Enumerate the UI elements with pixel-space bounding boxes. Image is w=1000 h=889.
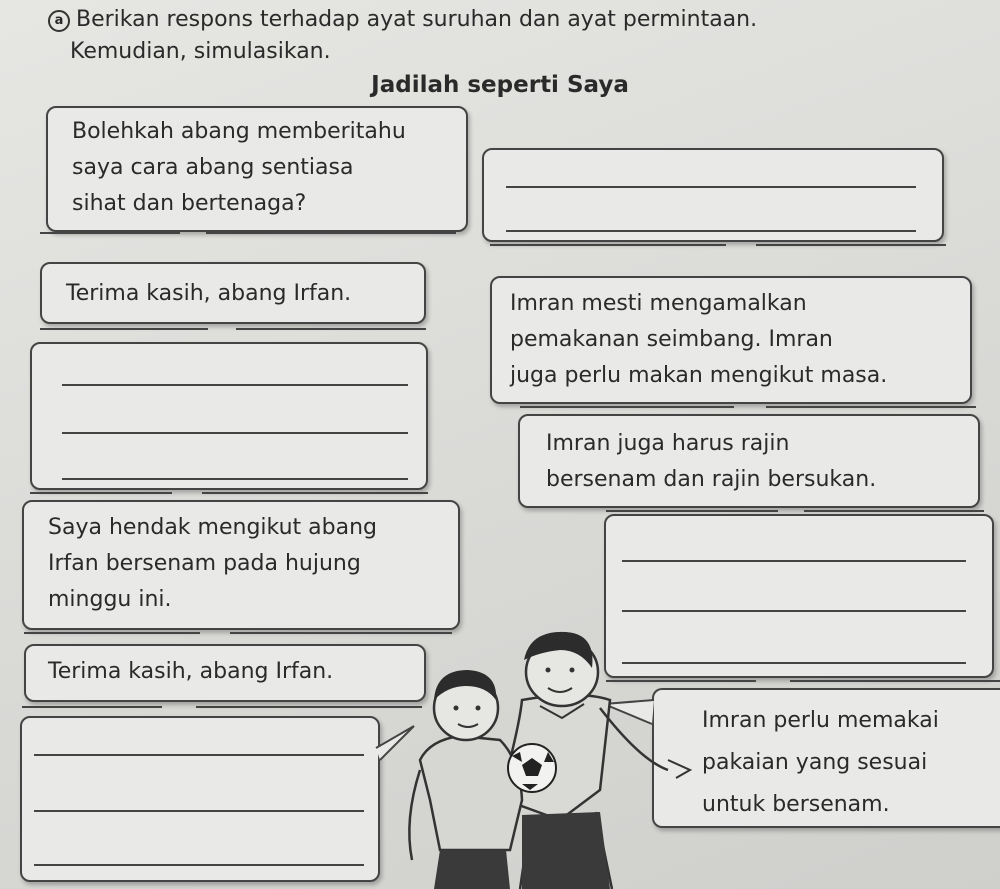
speech-bubble-4 [490,276,972,404]
bubble-text: Imran juga harus rajin bersenam dan rajin bersukan. [546,431,877,492]
bubble-text: Saya hendak mengikut abang Irfan bersenam pada hujung minggu ini. [48,515,377,612]
bubble-text: Bolehkah abang memberitahu saya cara abang sentiasa sihat dan bertenaga? [72,119,406,216]
instruction [48,4,757,68]
answer-line[interactable] [622,560,966,562]
connector [236,328,426,330]
bubble-text: Terima kasih, abang Irfan. [48,659,334,684]
answer-line[interactable] [506,230,916,232]
answer-line[interactable] [62,478,408,480]
connector [606,510,778,512]
speech-bubble-1 [46,106,468,232]
bubble-text: Terima kasih, abang Irfan. [66,281,352,306]
speech-bubble-5-answer[interactable] [30,342,428,490]
answer-line[interactable] [34,810,364,812]
connector [766,406,976,408]
instruction-line-1: Berikan respons terhadap ayat suruhan dan ayat permintaan. [76,7,758,32]
speech-bubble-11 [652,688,1000,828]
connector [606,680,756,682]
answer-line[interactable] [622,662,966,664]
answer-line[interactable] [506,186,916,188]
connector [756,244,946,246]
connector [40,232,180,234]
younger-boy-figure [409,670,522,889]
item-number: a [48,10,70,32]
speech-bubble-6 [518,414,980,508]
connector [40,328,208,330]
connector [490,244,726,246]
answer-line[interactable] [622,610,966,612]
speech-bubble-10-answer[interactable] [20,716,380,882]
answer-line[interactable] [62,432,408,434]
bubble-text: Imran mesti mengamalkan pemakanan seimbang. Imran juga perlu makan mengikut masa. [510,291,888,388]
connector [804,510,984,512]
connector [520,406,734,408]
football-icon [508,744,556,792]
connector [196,706,422,708]
page-title: Jadilah seperti Saya [371,72,629,98]
speech-bubble-7 [22,500,460,630]
speech-bubble-9 [24,644,426,702]
speech-bubble-3 [40,262,426,324]
answer-line[interactable] [34,864,364,866]
instruction-line-2: Kemudian, simulasikan. [70,39,331,64]
answer-line[interactable] [34,754,364,756]
speech-bubble-2-answer[interactable] [482,148,944,242]
connector [22,706,162,708]
speech-bubble-8-answer[interactable] [604,514,994,678]
bubble-text: Imran perlu memakai pakaian yang sesuai untuk bersenam. [702,708,939,817]
connector [24,632,200,634]
connector [30,492,172,494]
answer-line[interactable] [62,384,408,386]
connector [230,632,452,634]
connector [790,680,1000,682]
connector [206,232,456,234]
connector [202,492,428,494]
